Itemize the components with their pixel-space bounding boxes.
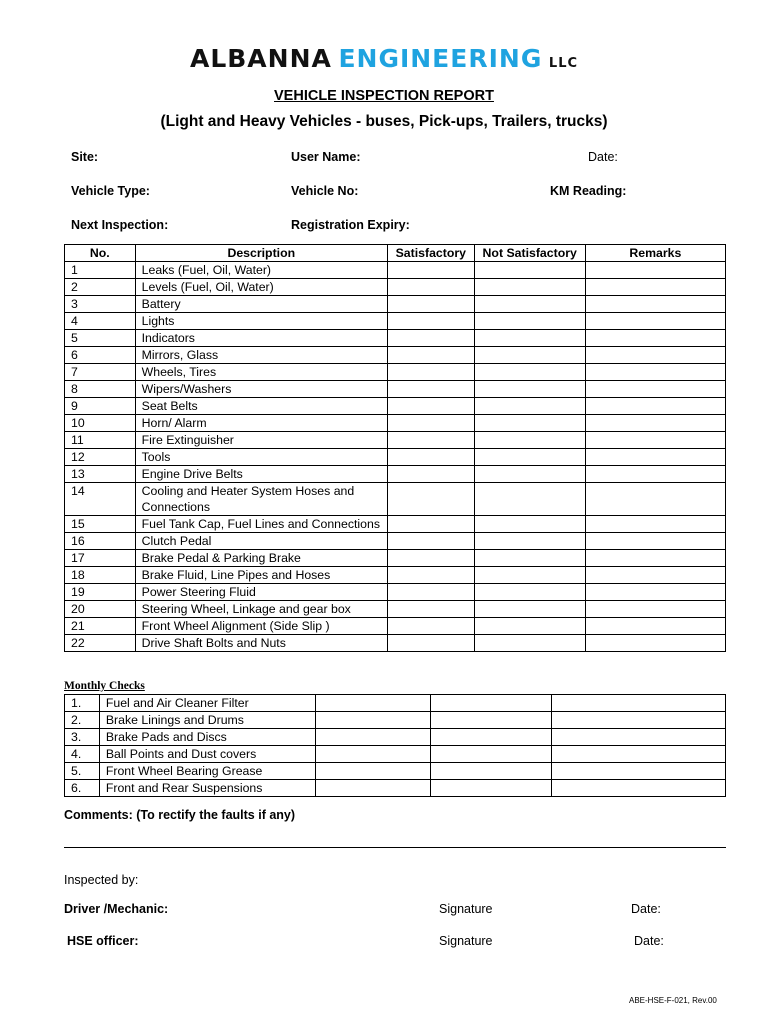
row-description: Wheels, Tires (135, 364, 387, 381)
row-description: Drive Shaft Bolts and Nuts (135, 635, 387, 652)
row-description: Clutch Pedal (135, 533, 387, 550)
monthly-cell-b[interactable] (431, 729, 552, 746)
satisfactory-cell[interactable] (387, 533, 474, 550)
monthly-row-number: 1. (65, 695, 100, 712)
table-row (65, 313, 726, 330)
col-header-description: Description (135, 245, 387, 262)
monthly-row (65, 746, 726, 763)
remarks-cell[interactable] (585, 483, 725, 516)
row-description: Tools (135, 449, 387, 466)
inspected-by-label: Inspected by: (64, 873, 139, 887)
row-number: 15 (65, 516, 136, 533)
remarks-cell[interactable] (585, 296, 725, 313)
not-satisfactory-cell[interactable] (474, 364, 585, 381)
remarks-cell[interactable] (585, 330, 725, 347)
table-row (65, 432, 726, 449)
report-subtitle: (Light and Heavy Vehicles - buses, Pick-ups, Trailers, trucks) (160, 113, 608, 130)
driver-date-label: Date: (631, 902, 661, 916)
row-number: 21 (65, 618, 136, 635)
table-row (65, 279, 726, 296)
monthly-row-description: Fuel and Air Cleaner Filter (99, 695, 315, 712)
comments-label: Comments: (To rectify the faults if any) (64, 808, 296, 822)
not-satisfactory-cell[interactable] (474, 601, 585, 618)
monthly-cell-c[interactable] (552, 763, 726, 780)
not-satisfactory-cell[interactable] (474, 347, 585, 364)
date-label: Date: (588, 150, 618, 164)
monthly-cell-c[interactable] (552, 746, 726, 763)
table-row (65, 516, 726, 533)
row-description: Seat Belts (135, 398, 387, 415)
satisfactory-cell[interactable] (387, 330, 474, 347)
row-number: 5 (65, 330, 136, 347)
col-header-no: No. (65, 245, 136, 262)
satisfactory-cell[interactable] (387, 466, 474, 483)
monthly-cell-a[interactable] (315, 729, 430, 746)
remarks-cell[interactable] (585, 262, 725, 279)
remarks-cell[interactable] (585, 279, 725, 296)
monthly-cell-a[interactable] (315, 780, 430, 797)
monthly-cell-a[interactable] (315, 695, 430, 712)
remarks-cell[interactable] (585, 516, 725, 533)
registration-expiry-label: Registration Expiry: (291, 218, 410, 232)
remarks-cell[interactable] (585, 635, 725, 652)
row-description: Fire Extinguisher (135, 432, 387, 449)
satisfactory-cell[interactable] (387, 296, 474, 313)
table-row (65, 483, 726, 516)
row-number: 8 (65, 381, 136, 398)
monthly-row-number: 6. (65, 780, 100, 797)
not-satisfactory-cell[interactable] (474, 516, 585, 533)
site-label: Site: (71, 150, 99, 164)
satisfactory-cell[interactable] (387, 381, 474, 398)
monthly-row (65, 763, 726, 780)
remarks-cell[interactable] (585, 601, 725, 618)
km-reading-label: KM Reading: (550, 184, 627, 198)
col-header-satisfactory: Satisfactory (387, 245, 474, 262)
monthly-cell-b[interactable] (431, 712, 552, 729)
monthly-row (65, 695, 726, 712)
monthly-table-body (65, 695, 726, 797)
col-header-not-satisfactory: Not Satisfactory (474, 245, 585, 262)
monthly-cell-a[interactable] (315, 763, 430, 780)
satisfactory-cell[interactable] (387, 347, 474, 364)
table-row (65, 415, 726, 432)
row-description: Indicators (135, 330, 387, 347)
table-row (65, 330, 726, 347)
not-satisfactory-cell[interactable] (474, 381, 585, 398)
remarks-cell[interactable] (585, 466, 725, 483)
table-row (65, 449, 726, 466)
row-number: 20 (65, 601, 136, 618)
remarks-cell[interactable] (585, 567, 725, 584)
not-satisfactory-cell[interactable] (474, 330, 585, 347)
row-description: Leaks (Fuel, Oil, Water) (135, 262, 387, 279)
row-number: 17 (65, 550, 136, 567)
monthly-row-number: 4. (65, 746, 100, 763)
remarks-cell[interactable] (585, 381, 725, 398)
monthly-cell-c[interactable] (552, 695, 726, 712)
row-number: 4 (65, 313, 136, 330)
remarks-cell[interactable] (585, 347, 725, 364)
hse-officer-label: HSE officer: (67, 934, 139, 948)
satisfactory-cell[interactable] (387, 398, 474, 415)
monthly-cell-c[interactable] (552, 729, 726, 746)
monthly-row-number: 3. (65, 729, 100, 746)
monthly-row (65, 729, 726, 746)
table-row (65, 584, 726, 601)
not-satisfactory-cell[interactable] (474, 466, 585, 483)
driver-signature-label: Signature (439, 902, 493, 916)
monthly-checks-table (64, 694, 726, 797)
row-description: Brake Pedal & Parking Brake (135, 550, 387, 567)
monthly-cell-b[interactable] (431, 695, 552, 712)
document-reference: ABE-HSE-F-021, Rev.00 (629, 996, 717, 1005)
row-description: Fuel Tank Cap, Fuel Lines and Connections (135, 516, 387, 533)
not-satisfactory-cell[interactable] (474, 262, 585, 279)
vehicle-type-label: Vehicle Type: (71, 184, 150, 198)
logo-llc: LLC (548, 56, 579, 71)
row-number: 18 (65, 567, 136, 584)
satisfactory-cell[interactable] (387, 567, 474, 584)
remarks-cell[interactable] (585, 584, 725, 601)
satisfactory-cell[interactable] (387, 262, 474, 279)
row-description: Cooling and Heater System Hoses and Connections (135, 483, 387, 516)
vehicle-no-label: Vehicle No: (291, 184, 359, 198)
row-description: Mirrors, Glass (135, 347, 387, 364)
row-description: Lights (135, 313, 387, 330)
monthly-cell-a[interactable] (315, 712, 430, 729)
satisfactory-cell[interactable] (387, 313, 474, 330)
table-row (65, 635, 726, 652)
satisfactory-cell[interactable] (387, 415, 474, 432)
table-row (65, 398, 726, 415)
monthly-row-description: Ball Points and Dust covers (99, 746, 315, 763)
not-satisfactory-cell[interactable] (474, 296, 585, 313)
monthly-row (65, 780, 726, 797)
row-number: 3 (65, 296, 136, 313)
satisfactory-cell[interactable] (387, 584, 474, 601)
satisfactory-cell[interactable] (387, 483, 474, 516)
monthly-row-number: 2. (65, 712, 100, 729)
row-description: Front Wheel Alignment (Side Slip ) (135, 618, 387, 635)
remarks-cell[interactable] (585, 533, 725, 550)
row-number: 12 (65, 449, 136, 466)
monthly-row-description: Front and Rear Suspensions (99, 780, 315, 797)
remarks-cell[interactable] (585, 618, 725, 635)
row-description: Horn/ Alarm (135, 415, 387, 432)
table-row (65, 618, 726, 635)
remarks-cell[interactable] (585, 364, 725, 381)
satisfactory-cell[interactable] (387, 449, 474, 466)
remarks-cell[interactable] (585, 313, 725, 330)
logo-albanna: ALBANNA (189, 44, 332, 73)
row-number: 10 (65, 415, 136, 432)
row-description: Steering Wheel, Linkage and gear box (135, 601, 387, 618)
row-number: 7 (65, 364, 136, 381)
table-row (65, 533, 726, 550)
monthly-cell-c[interactable] (552, 712, 726, 729)
table-row (65, 296, 726, 313)
inspection-table-body (65, 262, 726, 652)
satisfactory-cell[interactable] (387, 516, 474, 533)
not-satisfactory-cell[interactable] (474, 415, 585, 432)
table-row (65, 601, 726, 618)
row-description: Wipers/Washers (135, 381, 387, 398)
remarks-cell[interactable] (585, 432, 725, 449)
monthly-cell-b[interactable] (431, 763, 552, 780)
not-satisfactory-cell[interactable] (474, 432, 585, 449)
inspection-table (64, 244, 726, 652)
monthly-row-description: Front Wheel Bearing Grease (99, 763, 315, 780)
next-inspection-label: Next Inspection: (71, 218, 169, 232)
remarks-cell[interactable] (585, 550, 725, 567)
monthly-cell-b[interactable] (431, 780, 552, 797)
row-number: 6 (65, 347, 136, 364)
row-description: Levels (Fuel, Oil, Water) (135, 279, 387, 296)
remarks-cell[interactable] (585, 398, 725, 415)
table-row (65, 381, 726, 398)
driver-mechanic-label: Driver /Mechanic: (64, 902, 169, 916)
remarks-cell[interactable] (585, 415, 725, 432)
row-number: 16 (65, 533, 136, 550)
row-number: 1 (65, 262, 136, 279)
monthly-row-description: Brake Pads and Discs (99, 729, 315, 746)
table-row (65, 262, 726, 279)
satisfactory-cell[interactable] (387, 601, 474, 618)
monthly-cell-c[interactable] (552, 780, 726, 797)
monthly-row-description: Brake Linings and Drums (99, 712, 315, 729)
monthly-checks-heading: Monthly Checks (64, 680, 145, 692)
row-number: 14 (65, 483, 136, 516)
monthly-cell-a[interactable] (315, 746, 430, 763)
not-satisfactory-cell[interactable] (474, 635, 585, 652)
table-row (65, 364, 726, 381)
monthly-cell-b[interactable] (431, 746, 552, 763)
row-description: Brake Fluid, Line Pipes and Hoses (135, 567, 387, 584)
satisfactory-cell[interactable] (387, 550, 474, 567)
satisfactory-cell[interactable] (387, 279, 474, 296)
not-satisfactory-cell[interactable] (474, 279, 585, 296)
col-header-remarks: Remarks (585, 245, 725, 262)
logo-engineering: ENGINEERING (338, 44, 543, 73)
monthly-row-number: 5. (65, 763, 100, 780)
not-satisfactory-cell[interactable] (474, 567, 585, 584)
remarks-cell[interactable] (585, 449, 725, 466)
table-header-row (65, 245, 726, 262)
satisfactory-cell[interactable] (387, 432, 474, 449)
not-satisfactory-cell[interactable] (474, 483, 585, 516)
comments-line (64, 847, 726, 848)
not-satisfactory-cell[interactable] (474, 449, 585, 466)
table-row (65, 466, 726, 483)
row-number: 11 (65, 432, 136, 449)
satisfactory-cell[interactable] (387, 364, 474, 381)
row-description: Battery (135, 296, 387, 313)
not-satisfactory-cell[interactable] (474, 584, 585, 601)
row-number: 19 (65, 584, 136, 601)
table-row (65, 550, 726, 567)
table-row (65, 567, 726, 584)
not-satisfactory-cell[interactable] (474, 550, 585, 567)
not-satisfactory-cell[interactable] (474, 618, 585, 635)
row-number: 2 (65, 279, 136, 296)
company-logo (0, 44, 768, 73)
not-satisfactory-cell[interactable] (474, 398, 585, 415)
row-description: Power Steering Fluid (135, 584, 387, 601)
user-name-label: User Name: (291, 150, 361, 164)
report-title: VEHICLE INSPECTION REPORT (274, 88, 494, 104)
row-description: Engine Drive Belts (135, 466, 387, 483)
row-number: 22 (65, 635, 136, 652)
satisfactory-cell[interactable] (387, 618, 474, 635)
hse-date-label: Date: (634, 934, 664, 948)
not-satisfactory-cell[interactable] (474, 313, 585, 330)
not-satisfactory-cell[interactable] (474, 533, 585, 550)
row-number: 9 (65, 398, 136, 415)
hse-signature-label: Signature (439, 934, 493, 948)
satisfactory-cell[interactable] (387, 635, 474, 652)
monthly-row (65, 712, 726, 729)
table-row (65, 347, 726, 364)
row-number: 13 (65, 466, 136, 483)
